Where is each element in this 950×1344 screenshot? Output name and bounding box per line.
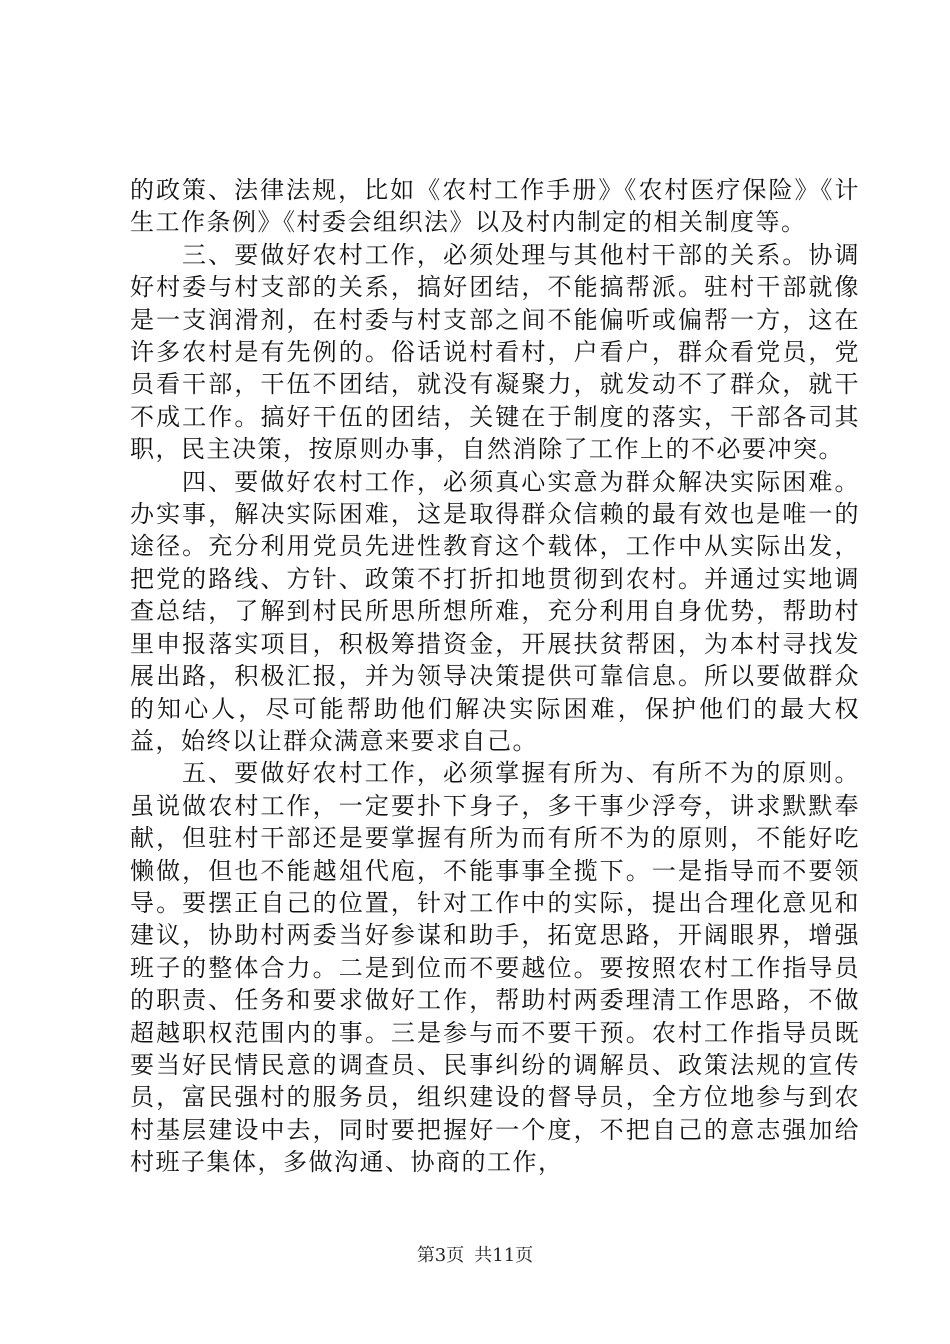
document-body xyxy=(130,174,860,1179)
page-total: 共11页 xyxy=(474,1245,534,1266)
page-number: 第3页 xyxy=(416,1245,465,1266)
paragraph-section-four: 四、要做好农村工作，必须真心实意为群众解决实际困难。办实事，解决实际困难，这是取得群众信赖的最有效也是唯一的途径。充分利用党员先进性教育这个载体，工作中从实际出发，把党的路线、方针、政策不打折扣地贯彻到农村。并通过实地调查总结，了解到村民所思所想所难，充分利用自身优势，帮助村里申报落实项目，积极筹措资金，开展扶贫帮困，为本村寻找发展出路，积极汇报，并为领导决策提供可靠信息。所以要做群众的知心人，尽可能帮助他们解决实际困难，保护他们的最大权益，始终以让群众满意来要求自己。 xyxy=(130,467,860,755)
page-footer xyxy=(0,1241,950,1267)
paragraph-section-three: 三、要做好农村工作，必须处理与其他村干部的关系。协调好村委与村支部的关系，搞好团结，不能搞帮派。驻村干部就像是一支润滑剂，在村委与村支部之间不能偏听或偏帮一方，这在许多农村是有先例的。俗话说村看村，户看户，群众看党员，党员看干部，干伍不团结，就没有凝聚力，就发动不了群众，就干不成工作。搞好干伍的团结，关键在于制度的落实，干部各司其职，民主决策，按原则办事，自然消除了工作上的不必要冲突。 xyxy=(130,240,860,464)
paragraph-continuation: 的政策、法律法规，比如《农村工作手册》《农村医疗保险》《计生工作条例》《村委会组织法》以及村内制定的相关制度等。 xyxy=(130,176,860,237)
paragraph-section-five: 五、要做好农村工作，必须掌握有所为、有所不为的原则。虽说做农村工作，一定要扑下身子，多干事少浮夸，讲求默默奉献，但驻村干部还是要掌握有所为而有所不为的原则，不能好吃懒做，但也不能越俎代庖，不能事事全揽下。一是指导而不要领导。要摆正自己的位置，针对工作中的实际，提出合理化意见和建议，协助村两委当好参谋和助手，拓宽思路，开阔眼界，增强班子的整体合力。二是到位而不要越位。要按照农村工作指导员的职责、任务和要求做好工作，帮助村两委理清工作思路，不做超越职权范围内的事。三是参与而不要干预。农村工作指导员既要当好民情民意的调查员、民事纠纷的调解员、政策法规的宣传员，富民强村的服务员，组织建设的督导员，全方位地参与到农村基层建设中去，同时要把握好一个度，不把自己的意志强加给村班子集体，多做沟通、协商的工作， xyxy=(130,759,860,1177)
